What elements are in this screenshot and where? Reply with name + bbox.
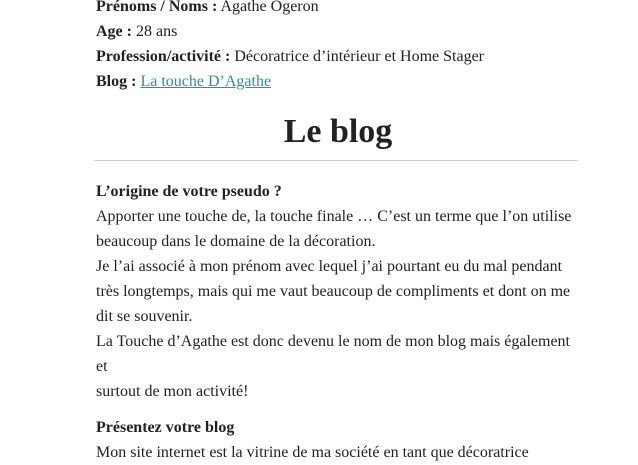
section-divider bbox=[94, 160, 578, 161]
profile-blog-line bbox=[96, 69, 582, 94]
answer-line: dit se souvenir. bbox=[96, 308, 193, 325]
profession-label: Profession/activité : bbox=[96, 48, 231, 65]
answer-line: Apporter une touche de, la touche finale … C’est un terme que l’on utilise bbox=[96, 208, 572, 225]
age-value: 28 ans bbox=[135, 23, 178, 40]
blog-label: Blog : bbox=[96, 73, 137, 90]
name-value: Agathe Ogeron bbox=[220, 0, 319, 15]
profession-value: Décoratrice d’intérieur et Home Stager bbox=[234, 48, 484, 65]
answer-line: surtout de mon activité! bbox=[96, 383, 249, 400]
answer-line: Mon site internet est la vitrine de ma société en tant que décoratrice bbox=[96, 444, 529, 461]
answer-line: beaucoup dans le domaine de la décoration. bbox=[96, 233, 376, 250]
answer-line: très longtemps, mais qui me vaut beaucoup de compliments et dont on me bbox=[96, 283, 571, 300]
profile-profession-line bbox=[96, 44, 582, 69]
answer-line: La Touche d’Agathe est donc devenu le nom de mon blog mais également et bbox=[96, 333, 570, 375]
age-label: Age : bbox=[96, 23, 132, 40]
article bbox=[96, 0, 582, 465]
answer-line: Je l’ai associé à mon prénom avec lequel j’ai pourtant eu du mal pendant bbox=[96, 258, 563, 275]
blog-link[interactable]: La touche D’Agathe bbox=[140, 73, 272, 90]
section-title: Le blog bbox=[283, 113, 393, 150]
name-label: Prénoms / Noms : bbox=[96, 0, 218, 15]
question-pseudo-origin: L’origine de votre pseudo ? bbox=[96, 183, 282, 200]
question-present-blog: Présentez votre blog bbox=[96, 419, 235, 436]
profile-name-line bbox=[96, 0, 582, 19]
profile-age-line bbox=[96, 19, 582, 44]
